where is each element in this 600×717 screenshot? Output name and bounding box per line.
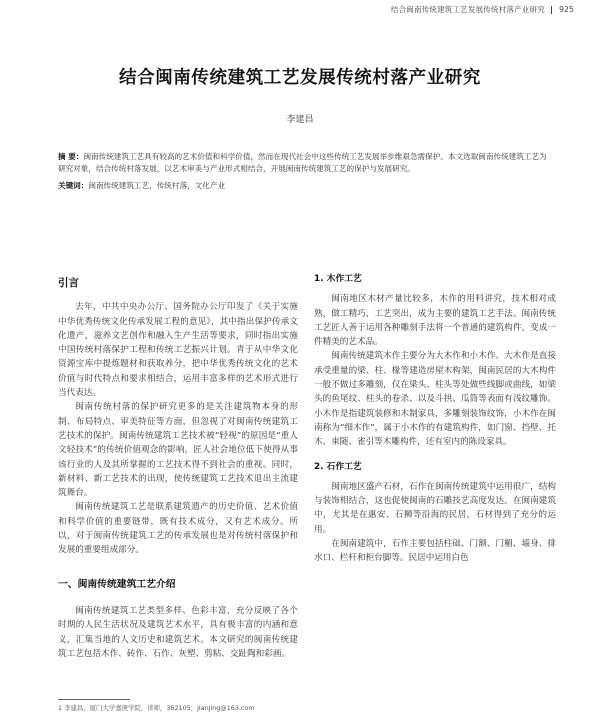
section-1-heading: 一、闽南传统建筑工艺介绍 <box>58 578 176 590</box>
keywords <box>58 180 550 191</box>
intro-paragraph-1: 去年，中共中央办公厅、国务院办公厅印发了《关于实施中华优秀传统文化传承发展工程的意见》，其中指出保护传承文化遗产，滋养文艺创作和融入生产生活等要求，同时指出实施中国传统村落保护工程和传统工艺振兴计划。青于从中华文化资源宝库中提炼题材和获取养分，把中华优秀传统文化的艺术价值与时代特点和要求相结合，运用丰富多样的艺术形式进行当代表达。 <box>58 302 298 399</box>
intro-heading: 引言 <box>58 277 79 289</box>
abstract-text: 闽南传统建筑工艺具有较高的艺术价值和科学价值，然而在现代社会中这些传统工艺发展举步维艰急需保护。本文选取闽南传统建筑工艺为研究对象，结合传统村落发展，以艺术审美与产业形式相结合，开展闽南传统建筑工艺的保护与发展研究。 <box>58 152 547 173</box>
paper-title: 结合闽南传统建筑工艺发展传统村落产业研究 <box>119 68 481 88</box>
abstract <box>58 151 550 175</box>
footnote: 1 李建昌，厦门大学嘉庚学院，讲师，362105，jianjing@163.com <box>58 704 255 712</box>
intro-paragraph-2: 闽南传统村落的保护研究更多的是关注建筑物本身的形制、布局特点、审美特征等方面，但忽视了对闽南传统建筑工艺技术的保护。闽南传统建筑工艺技术被“轻视”的原因是“重人文轻技术”的传统价值观念的影响，匠人社会地位低下使得从事该行业的人及其所掌握的工艺技术得不到社会的重视。同时，新材料、新工艺技术的出现，使传统建筑工艺技术退出主流建筑舞台。 <box>58 402 298 499</box>
footnote-rule <box>58 699 130 700</box>
page-number: 925 <box>559 5 574 14</box>
author-name: 李建昌 <box>286 115 314 125</box>
wood-heading: 1. 木作工艺 <box>314 274 362 284</box>
right-column <box>314 262 556 566</box>
wood-paragraph-2: 闽南传统建筑木作主要分为大木作和小木作。大木作是直接承受重量的梁、柱、椽等建造房屋木构架，闽南民居的大木构件一般不做过多雕刻，仅在梁头、柱头等处做些线脚或曲线，如梁头的鱼尾纹、柱头的卷杀、以及斗拱、瓜筒等表面有浅纹雕饰。小木作是指建筑装修和木制家具，多雕刻装饰纹饰，小木作在闽南称为“细木作”，属于小木作的有建筑构件，如门窗、挡壁、托木、束随、雀引等木雕构件，还有室内的陈设家具。 <box>314 351 556 448</box>
stone-paragraph-1: 闽南地区盛产石材，石作在闽南传统建筑中运用很广，结构与装饰相结合，这也促使闽南的石雕技艺高度发达。在闽南建筑中，尤其是在惠安、石狮等沿海的民居，石材得到了充分的运用。 <box>314 481 556 535</box>
keywords-label: 关键词： <box>58 181 89 190</box>
stone-heading: 2. 石作工艺 <box>314 461 362 472</box>
running-header-title: 结合闽南传统建筑工艺发展传统村落产业研究 <box>390 5 545 14</box>
keywords-text: 闽南传统建筑工艺，传统村落，文化产业 <box>88 181 226 190</box>
stone-paragraph-2: 在闽南建筑中，石作主要包括柱础、门额、门楣、墙身、排水口、栏杆和柜台脚等。民居中运用白色 <box>314 539 556 564</box>
wood-paragraph-1: 闽南地区木材产量比较多，木作的用料讲究，技术相对成熟，做工精巧，工艺突出，成为主要的建筑工艺手法。闽南传统工艺匠人善于运用各种雕刻手法将一个普通的建筑构件，变成一件精美的艺术品。 <box>314 294 556 348</box>
header-divider <box>551 6 552 14</box>
section-1-paragraph: 闽南传统建筑工艺类型多样、色彩丰富，充分反映了各个时期的人民生活状况及建筑艺术水平，具有极丰富的内涵和意义，汇集当地的人文历史和建筑艺术。本文研究的闽南传统建筑工艺包括木作、砖作、石作、灰塑、剪粘、交趾陶和彩画。 <box>58 605 298 659</box>
left-column <box>58 276 298 661</box>
intro-paragraph-3: 闽南传统建筑工艺是联系建筑遗产的历史价值、艺术价值和科学价值的重要链带，既有技术成分，又有艺术成分。所以，对于闽南传统建筑工艺的传承发展也是对传统村落保护和发展的重要组成部分。 <box>58 502 298 556</box>
running-header <box>391 4 574 15</box>
abstract-label: 摘 要： <box>58 152 84 161</box>
